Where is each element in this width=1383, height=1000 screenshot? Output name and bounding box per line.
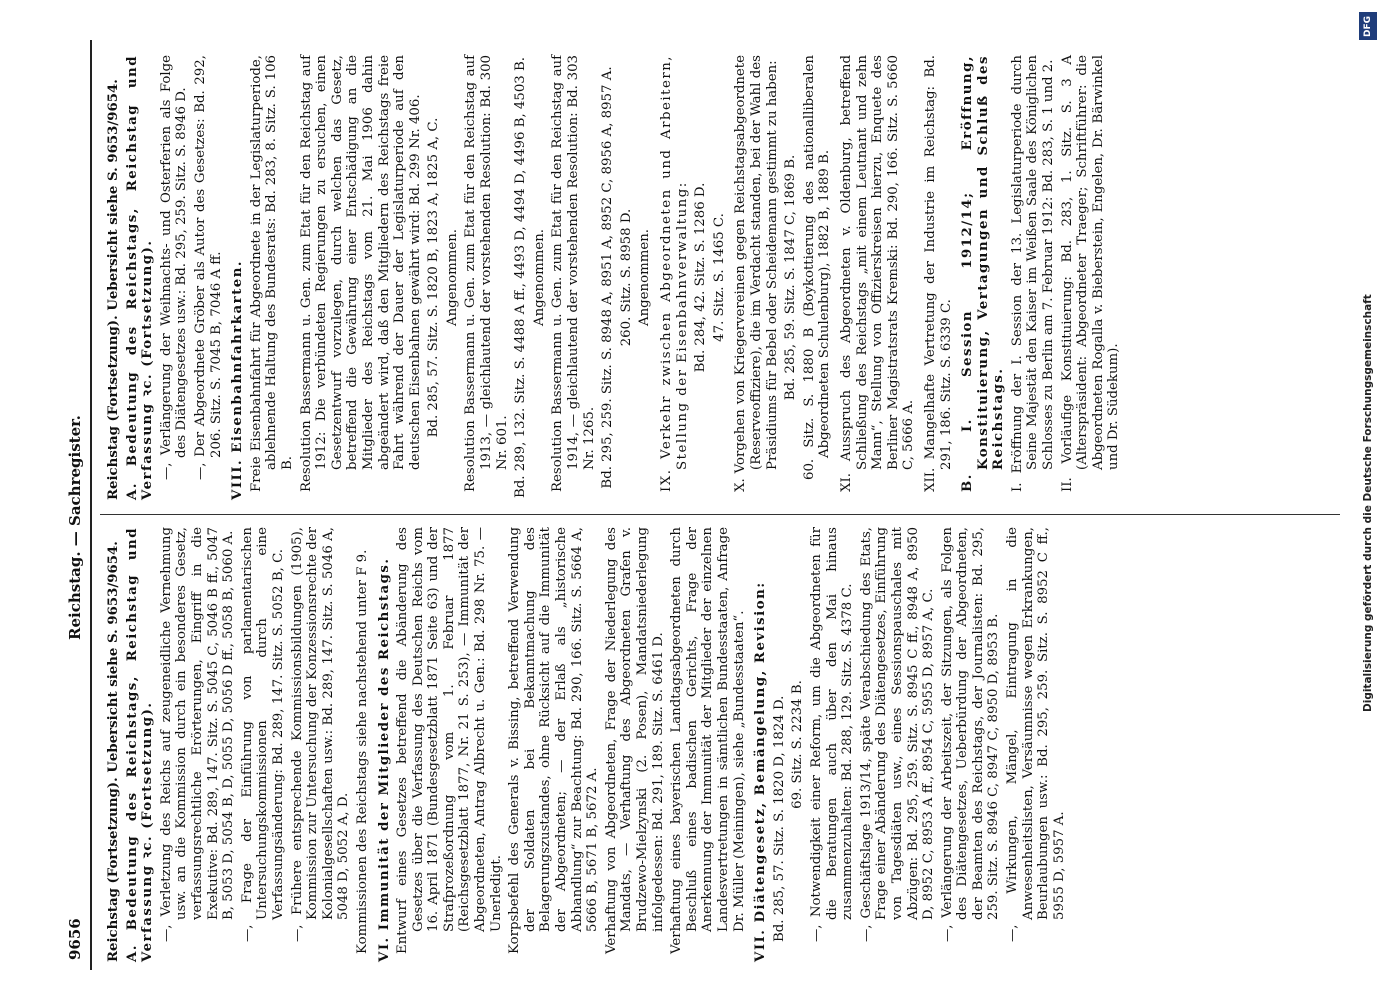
- section-heading: XI. Ausspruch des Abgeordneten v. Oldenburg, betreffend Schließung des Reichstags „mit einem Leutnant und zehn Mann“, Stellung von Offizierskreisen hierzu, Enquete des Berliner Magistratsrats Kremski: Bd. 290, 166. Sitz. S. 5660 C, 5666 A.: [838, 55, 917, 492]
- reference-line: 260. Sitz. S. 8958 D.: [618, 208, 634, 347]
- section-heading: B. I. Session 1912/14; Eröffnung, Konstituierung, Vertagungen und Schluß des Reichstags.: [960, 55, 1007, 492]
- status-note: Angenommen.: [637, 229, 653, 326]
- index-entry: Verhaftung von Abgeordneten, Frage der Niederlegung des Mandats, — Verhaftung des Abgeordneten Grafen v. Brudzewo-Mielzynski (2. Posen), Mandatsniederlegung infolgedessen: Bd. 291, 189. Sitz. S. 6461 D.: [603, 527, 666, 954]
- header-rule: [90, 40, 92, 970]
- index-entry: —, Verlängerung der Arbeitszeit, der Sitzungen, als Folgen des Diätengesetzes, Ueberbürdung der Abgeordneten, der Beamten des Reichstags, der Journalisten: Bd. 295, 259. Sitz. S. 8946 C, 8947 C, 8950 D, 8953 B.: [939, 527, 1002, 942]
- index-entry: Kommissionen des Reichstags siehe nachstehend unter F 9.: [354, 549, 370, 954]
- entry-heading: Reichstag (Fortsetzung). Uebersicht siehe S. 9653/9654.: [106, 541, 121, 962]
- column-separator: [100, 514, 1340, 515]
- index-entry: Verhaftung eines bayerischen Landtagsabgeordneten durch Beschluß eines badischen Gerichts, Frage der Anerkennung der Immunität der Mitglieder der einzelnen Landesvertretungen in sämtlichen Bundesstaaten, Anfrage Dr. Müller (Meiningen), siehe „Bundesstaaten“.: [669, 527, 747, 954]
- entry-heading: Reichstag (Fortsetzung). Uebersicht siehe S. 9653/9654.: [106, 79, 121, 500]
- index-entry: Freie Eisenbahnfahrt für Abgeordnete in der Legislaturperiode, ablehnende Haltung des Bundesrats: Bd. 283, 8. Sitz. S. 106 B.: [248, 55, 295, 492]
- index-entry: II. Vorläufige Konstituierung: Bd. 283, 1. Sitz. S. 3 A (Alterspräsident: Abgeordneter Traeger; Schriftführer: die Abgeordneten Rogalla v. Bieberstein, Engelen, Dr. Bärwinkel und Dr. Südekum).: [1059, 55, 1122, 492]
- status-note: Angenommen.: [531, 229, 547, 326]
- reference-line: Bd. 295, 259. Sitz. S. 8948 A, 8951 A, 8952 C, 8956 A, 8957 A.: [600, 66, 616, 489]
- running-header: [60, 40, 94, 970]
- reference-line: Bd. 285, 59. Sitz. S. 1847 C, 1869 B.: [783, 154, 799, 401]
- index-entry: —, Verletzung des Reichs auf zeugeneidliche Vernehmung usw. an die Kommission durch ein besonderes Gesetz, verfassungsrechtliche Erörterungen, Eingriff in die Exekutive: Bd. 289, 147. Sitz. S. 5045 C, 5046 B ff., 5047 B, 5053 D, 5054 B, D, 5055 D, 5056 D ff., 5058 B, 5060 A.: [158, 527, 237, 942]
- index-entry: —, Geschäftslage 1913/14, späte Verabschiedung des Etats, Frage einer Abänderung des Diätengesetzes, Einführung von Tagesdiäten usw., eines Sessionspauschales mit Abzügen: Bd. 295, 259. Sitz. S. 8945 C ff., 8948 A, 8950 D, 8952 C, 8953 A ff., 8954 C, 5955 D, 8957 A, C.: [858, 527, 937, 942]
- section-heading: XII. Mangelhafte Vertretung der Industrie im Reichstag: Bd. 291, 186. Sitz. S. 6339 C.: [922, 55, 954, 492]
- section-heading: IX. Verkehr zwischen Abgeordneten und Arbeitern, Stellung der Eisenbahnverwaltung:: [659, 55, 690, 492]
- section-heading: VII. Diätengesetz, Bemängelung, Revision:: [753, 581, 769, 962]
- credit-text: Digitalisierung gefördert durch die Deutsche Forschungsgemeinschaft: [1362, 294, 1374, 712]
- reference-line: 69. Sitz. S. 2234 B.: [790, 680, 806, 809]
- subheading: A. Bedeutung des Reichstags, Reichstag und Verfassung ꝛc. (Fortsetzung).: [124, 527, 156, 962]
- left-column: [106, 527, 1070, 962]
- reference-line: Bd. 285, 57. Sitz. S. 1820 B, 1823 A, 1825 A, C.: [426, 117, 442, 438]
- index-entry: —, Frühere entsprechende Kommissionsbildungen (1905), Kommission zur Untersuchung der Konzessionsrechte der Kolonialgesellschaften usw.: Bd. 289, 147. Sitz. S. 5046 A, 5048 D, 5052 A, D.: [289, 527, 352, 942]
- index-entry: —, Frage der Einführung von parlamentarischen Untersuchungskommissionen durch eine Verfassungsänderung: Bd. 289, 147. Sitz. S. 5052 B, C.: [239, 527, 286, 942]
- section-heading: VI. Immunität der Mitglieder des Reichstags.: [376, 557, 392, 962]
- subheading: A. Bedeutung des Reichstags, Reichstag und Verfassung ꝛc. (Fortsetzung).: [124, 55, 156, 500]
- reference-line: 60. Sitz. S. 1880 B (Boykottierung des nationalliberalen Abgeordneten Schulenburg), 1882 B, 1889 B.: [801, 55, 833, 480]
- index-entry: Resolution Bassermann u. Gen. zum Etat für den Reichstag auf 1914, — gleichlautend der vorstehenden Resolution: Bd. 303 Nr. 1265.: [550, 55, 597, 492]
- index-entry: Resolution Bassermann u. Gen. zum Etat für den Reichstag auf 1912: Die verbündeten Regierungen zu ersuchen, einen Gesetzentwurf vorzulegen, durch welchen das Gesetz, betreffend die Gewährung einer Entschädigung an die Mitglieder des Reichstags vom 21. Mai 1906 dahin abgeändert wird, daß den Mitgliedern des Reichstags freie Fahrt während der Dauer der Legislaturperiode auf den deutschen Eisenbahnen gewährt wird: Bd. 299 Nr. 406.: [298, 55, 423, 492]
- rotated-page-content: [60, 40, 1350, 970]
- running-title: Reichstag. — Sachregister.: [66, 415, 84, 640]
- reference-line: Bd. 289, 132. Sitz. S. 4488 A ff., 4493 D, 4494 D, 4496 B, 4503 B.: [513, 57, 529, 498]
- index-entry: Resolution Bassermann u. Gen. zum Etat für den Reichstag auf 1913, — gleichlautend der vorstehenden Resolution: Bd. 300 Nr. 601.: [463, 55, 510, 492]
- dfg-logo: DFG: [1359, 12, 1377, 40]
- right-column: [106, 55, 1125, 500]
- digitization-credit: [1362, 52, 1378, 712]
- index-entry: I. Eröffnung der I. Session der 13. Legislaturperiode durch Seine Majestät den Kaiser im Weißen Saale des Königlichen Schlosses zu Berlin am 7. Februar 1912: Bd. 283, S. 1 und 2.: [1009, 55, 1057, 492]
- section-heading: X. Vorgehen von Kriegervereinen gegen Reichstagsabgeordnete (Reserveoffiziere), die im Verdacht standen, bei der Wahl des Präsidiums für Bebel oder Scheidemann gestimmt zu haben:: [733, 55, 780, 492]
- index-entry: —, Wirkungen, Mängel, Eintragung in die Anwesenheitslisten, Versäumnisse wegen Erkrankungen, Beurlaubungen usw.: Bd. 295, 259. Sitz. S. 8952 C ff., 5955 D, 5957 A.: [1005, 527, 1067, 942]
- status-note: Angenommen.: [444, 229, 460, 326]
- reference-line: 47. Sitz. S. 1465 C.: [711, 213, 727, 342]
- index-entry: —, Verlängerung der Weihnachts- und Osterferien als Folge des Diätengesetzes usw.: Bd. 295, 259. Sitz. S. 8946 D.: [158, 55, 190, 480]
- index-entry: —, Notwendigkeit einer Reform, um die Abgeordneten für die Beratungen auch über den Mai hinaus zusammenzuhalten: Bd. 288, 129. Sitz. S. 4378 C.: [808, 527, 856, 942]
- index-entry: —, Der Abgeordnete Gröber als Autor des Gesetzes: Bd. 292, 206. Sitz. S. 7045 B, 7046 A ff.: [192, 55, 224, 480]
- reference-line: Bd. 284, 42. Sitz. S. 1286 D.: [693, 182, 709, 373]
- index-entry: Korpsbefehl des Generals v. Bissing, betreffend Verwendung der Soldaten bei Bekanntmachung des Belagerungszustandes, ohne Rücksicht auf die Immunität der Abgeordneten; — der Erlaß als „historische Abhandlung“ zur Beachtung: Bd. 290, 166. Sitz. S. 5664 A, 5666 B, 5671 B, 5672 A.: [507, 527, 601, 954]
- reference-line: Bd. 285, 57. Sitz. S. 1820 D, 1824 D.: [771, 695, 787, 942]
- section-heading: VIII. Eisenbahnfahrkarten.: [230, 259, 246, 500]
- index-entry: Entwurf eines Gesetzes betreffend die Abänderung des Gesetzes über die Verfassung des Deutschen Reichs vom 16. April 1871 (Bundesgesetzblatt 1871 Seite 63) und der Strafprozeßordnung vom 1. Februar 1877 (Reichsgesetzblatt 1877, Nr. 21 S. 253), — Immunität der Abgeordneten, Antrag Albrecht u. Gen.: Bd. 298 Nr. 75. — Unerledigt.: [395, 527, 504, 954]
- page-number: 9656: [66, 918, 84, 960]
